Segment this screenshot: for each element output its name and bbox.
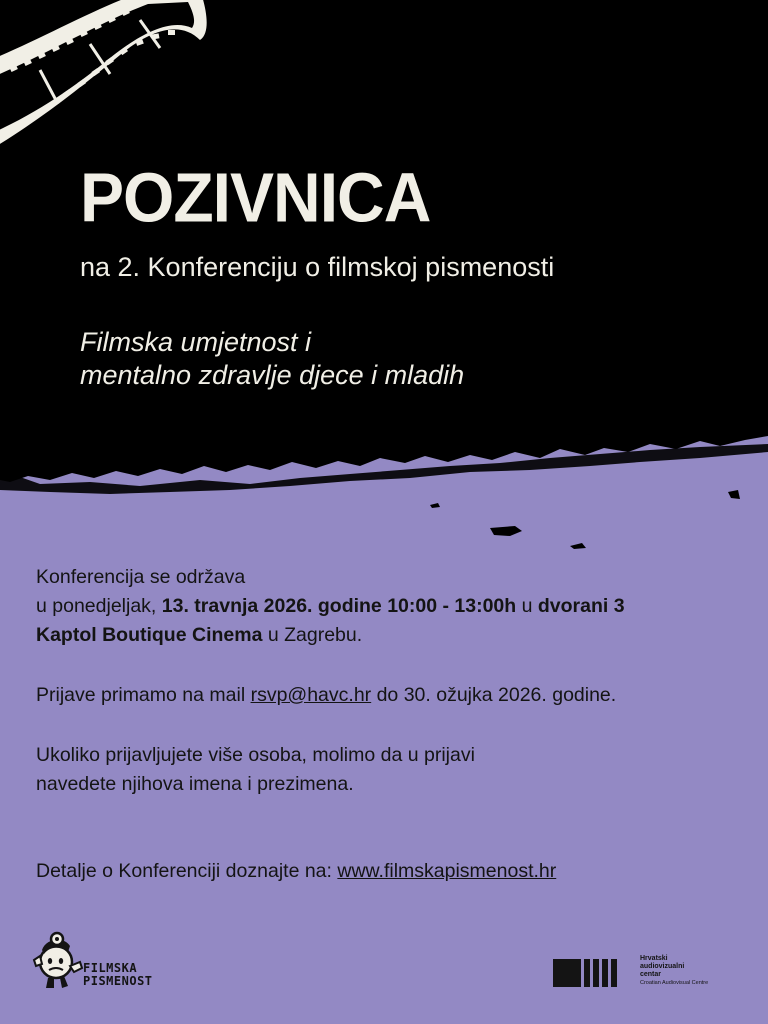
havc-mark-icon [553, 958, 625, 988]
details-line-1: Konferencija se održava [36, 566, 246, 588]
filmska-pismenost-logo [83, 962, 153, 988]
registration-line [36, 681, 616, 710]
logo-line: PISMENOST [83, 974, 153, 988]
event-venue: Kaptol Boutique Cinema [36, 624, 263, 646]
more-info-prefix: Detalje o Konferenciji doznajte na: [36, 860, 338, 882]
havc-line-en: Croatian Audiovisual Centre [640, 980, 709, 986]
event-date: 13. travnja 2026. godine 10:00 - 13:00h [161, 595, 517, 617]
theme-line: mentalno zdravlje djece i mladih [80, 360, 465, 390]
registration-suffix: do 30. ožujka 2026. godine. [371, 684, 617, 706]
details-prefix: u ponedjeljak, [36, 595, 162, 617]
registration-prefix: Prijave primamo na mail [36, 684, 251, 706]
logo-line: FILMSKA [83, 961, 138, 975]
details-mid: u [516, 595, 538, 617]
conference-theme [80, 326, 464, 392]
conference-subtitle: na 2. Konferenciju o filmskoj pismenosti [80, 252, 555, 282]
event-details [36, 563, 625, 650]
havc-line: Hrvatski [640, 955, 668, 962]
mascot-icon [30, 926, 90, 992]
havc-line: centar [640, 971, 662, 978]
havc-logo-text [640, 955, 708, 987]
note-line-1: Ukoliko prijavljujete više osoba, molimo da u prijavi [36, 744, 475, 766]
event-hall: dvorani 3 [537, 595, 625, 617]
page-title: POZIVNICA [80, 157, 431, 237]
registration-info [36, 681, 616, 710]
theme-line: Filmska umjetnost i [80, 327, 312, 357]
more-info [36, 857, 556, 886]
note-line-2: navedete njihova imena i prezimena. [36, 773, 354, 795]
film-strip-icon [0, 0, 230, 160]
havc-line: audiovizualni [640, 963, 685, 970]
more-info-line [36, 857, 556, 886]
registration-note [36, 741, 475, 799]
website-link[interactable]: www.filmskapismenost.hr [337, 860, 557, 882]
details-line-3 [36, 621, 625, 650]
details-suffix: u Zagrebu. [262, 624, 363, 646]
rsvp-email-link[interactable]: rsvp@havc.hr [250, 684, 372, 706]
details-line-2 [36, 592, 625, 621]
